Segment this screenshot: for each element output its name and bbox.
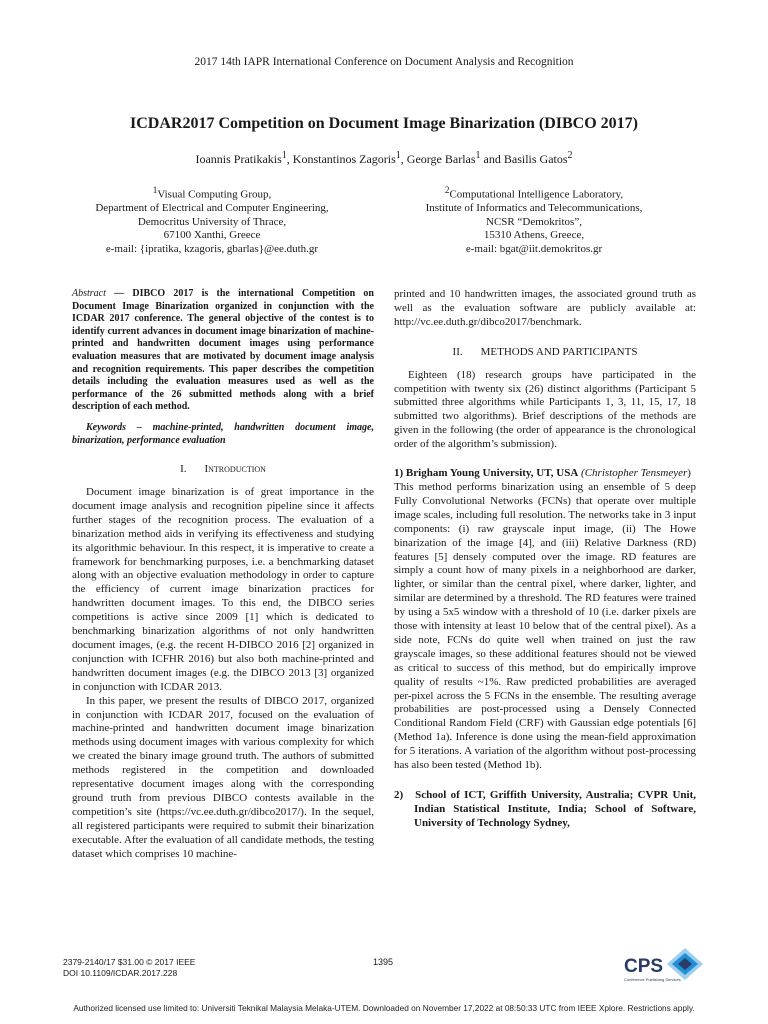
section-title: METHODS AND PARTICIPANTS	[480, 345, 638, 358]
intro-paragraph: In this paper, we present the results of DIBCO 2017, organized in conjunction with ICDAR 2017, focused on the evaluation of machine-printed and handwritten document image binarization methods using document images with various complexity for which we created the binary image ground truth. The authors of submitted methods registered in the competition and downloaded representative document images along with the corresponding ground truth from previous DIBCO contests available in the competition’s site (https://vc.ee.duth.gr/dibco2017/). In the sequel, all registered participants were required to submit their binarization executable. After the evaluation of all candidate methods, the testing dataset which comprises 10 machine-	[72, 694, 374, 860]
cps-diamond-icon	[665, 947, 705, 981]
affiliation-line: Democritus University of Thrace,	[137, 215, 287, 228]
author-name: George Barlas	[406, 152, 476, 166]
affiliation-line: Department of Electrical and Computer Engineering,	[95, 202, 329, 215]
section-number: II.	[452, 345, 463, 358]
section-heading-methods	[394, 346, 696, 360]
author-list	[0, 150, 768, 167]
affiliation-line: Computational Intelligence Laboratory,	[449, 188, 624, 201]
affiliation-1	[62, 184, 362, 257]
method-1-body: This method performs binarization using an ensemble of 5 deep Fully Convolutional Networks (FCNs) that operate over multiple image scales, including full resolution. The networks take in 3 input components: (i) raw grayscale input image, (ii) The Howe binarization of the image [4], and (iii) Relative Darkness (RD) features [5] densely computed over the image. RD features are simply a count how of many pixels in a neighborhood are darker, lighter, or similar than the central pixel, where darker, lighter, and similar are determined by a threshold. The RD features were trained by using a 5x5 window with a threshold of 10 (i.e. darker pixels are those with intensity at least 10 below that of the central pixel). As a side note, FCNs do quite well when trained on just the raw grayscale images, so these additional features should not be viewed as critical to success of this method, but do empirically improve quality of results ~1%. Raw predicted probabilities are averaged per-pixel across the 5 FCNs in the ensemble. The resulting average probabilities are post-processed using a Densely Connected Conditional Random Field (CRF) with Gaussian edge potentials [6] (Method 1a). Inference is done using the mean-field approximation for 5 iterations. A variation of the algorithm without post-processing has also been tested (Method 1b).	[394, 480, 696, 772]
affiliation-2	[384, 184, 684, 257]
open-paren: (	[578, 467, 585, 480]
close-paren: )	[687, 467, 691, 480]
author-name: Basilis Gatos	[503, 152, 568, 166]
affiliation-line: NCSR “Demokritos”,	[486, 215, 582, 228]
footer-copyright	[63, 957, 195, 979]
affiliation-email: e-mail: {ipratika, kzagoris, gbarlas}@ee.duth.gr	[105, 243, 319, 256]
continuation-paragraph: printed and 10 handwritten images, the associated ground truth as well as the evaluation software are publicly available at: http://vc.ee.duth.gr/dibco2017/benchmark.	[394, 288, 696, 328]
author-affiliation-mark: 1	[395, 150, 401, 161]
method-institution: School of ICT, Griffith University, Australia; CVPR Unit, Indian Statistical Institute, India; School of Software, University of Technology Sydney,	[414, 789, 696, 829]
license-notice: Authorized licensed use limited to: Universiti Teknikal Malaysia Melaka-UTEM. Downloaded on November 17,2022 at 08:50:33 UTC from IEEE Xplore. Restrictions apply.	[73, 1003, 695, 1013]
section-title: Introduction	[204, 463, 266, 476]
method-1-heading	[394, 467, 696, 481]
abstract-text: DIBCO 2017 is the international Competition on Document Image Binarization organized in conjunction with the ICDAR 2017 conference. The general objective of the contest is to identify current advances in document image binarization of machine-printed and handwritten document images using performance evaluation measures that are motivated by document image analysis and recognition requirements. This paper describes the competition details including the evaluation measures used as well as the performance of the 26 submitted methods along with a brief description of each method.	[72, 288, 374, 413]
page-number: 1395	[373, 957, 394, 967]
method-author: Christopher Tensmeyer	[584, 467, 688, 480]
author-name: Konstantinos Zagoris	[292, 152, 396, 166]
issn-line: 2379-2140/17 $31.00 © 2017 IEEE	[63, 957, 196, 967]
method-institution: Brigham Young University, UT, USA	[405, 467, 579, 480]
author-separator: ,	[400, 152, 407, 166]
section-number: I.	[180, 463, 187, 476]
section-heading-introduction	[72, 463, 374, 477]
author-affiliation-mark: 2	[567, 150, 573, 161]
author-affiliation-mark: 1	[281, 150, 287, 161]
affiliation-mark: 1	[152, 185, 158, 195]
method-number: 1)	[394, 467, 404, 480]
author-separator: ,	[286, 152, 293, 166]
author-separator: and	[480, 152, 504, 166]
affiliation-mark: 2	[444, 185, 450, 195]
right-column	[394, 288, 696, 831]
abstract-label: Abstract	[72, 288, 106, 299]
intro-paragraph: Document image binarization is of great importance in the document image analysis and recognition pipeline since it affects further stages of the recognition process. The evaluation of a binarization method aids in verifying its effectiveness and studying its algorithmic behaviour. In this respect, it is imperative to create a framework for benchmarking purposes, i.e. a benchmarking dataset along with an objective evaluation methodology in order to capture the efficiency of current image binarization practices for handwritten document images. To this end, the DIBCO series competitions is active since 2009 [1] which is dedicated to benchmarking binarization algorithms of not only handwritten document images, (e.g. the recent H-DIBCO 2016 [2] organized in conjunction with ICFHR 2016) but also both machine-printed and handwritten document images (e.g. the DIBCO 2013 [3] organized in conjunction with ICDAR 2013.	[72, 486, 374, 693]
affiliation-line: 67100 Xanthi, Greece	[163, 229, 261, 242]
cps-logo-subtitle: Conference Publishing Services	[624, 977, 681, 982]
affiliation-line: 15310 Athens, Greece,	[483, 229, 585, 242]
conference-header: 2017 14th IAPR International Conference on Document Analysis and Recognition	[194, 56, 574, 68]
abstract	[72, 288, 374, 414]
doi-line: DOI 10.1109/ICDAR.2017.228	[63, 968, 178, 978]
author-name: Ioannis Pratikakis	[195, 152, 282, 166]
cps-logo-text: CPS	[624, 956, 664, 977]
method-2-heading	[394, 789, 696, 831]
left-column	[72, 288, 374, 862]
affiliation-line: Visual Computing Group,	[157, 188, 272, 201]
paper-title: ICDAR2017 Competition on Document Image Binarization (DIBCO 2017)	[130, 115, 638, 132]
cps-logo	[624, 946, 704, 986]
keywords: Keywords – machine-printed, handwritten document image, binarization, performance evaluation	[72, 421, 374, 446]
affiliation-line: Institute of Informatics and Telecommunications,	[425, 202, 643, 215]
affiliation-email: e-mail: bgat@iit.demokritos.gr	[465, 243, 603, 256]
method-number: 2)	[394, 789, 404, 801]
author-affiliation-mark: 1	[475, 150, 481, 161]
abstract-dash: —	[105, 288, 133, 299]
methods-paragraph: Eighteen (18) research groups have participated in the competition with twenty six (26) distinct algorithms (Participant 5 submitted three algorithms while Participants 1, 3, 11, 15, 17, 18 submitted two algorithms). Brief descriptions of the methods are given in the following (the order of appearance is the chronological order of the algorithm’s submission).	[394, 368, 696, 451]
